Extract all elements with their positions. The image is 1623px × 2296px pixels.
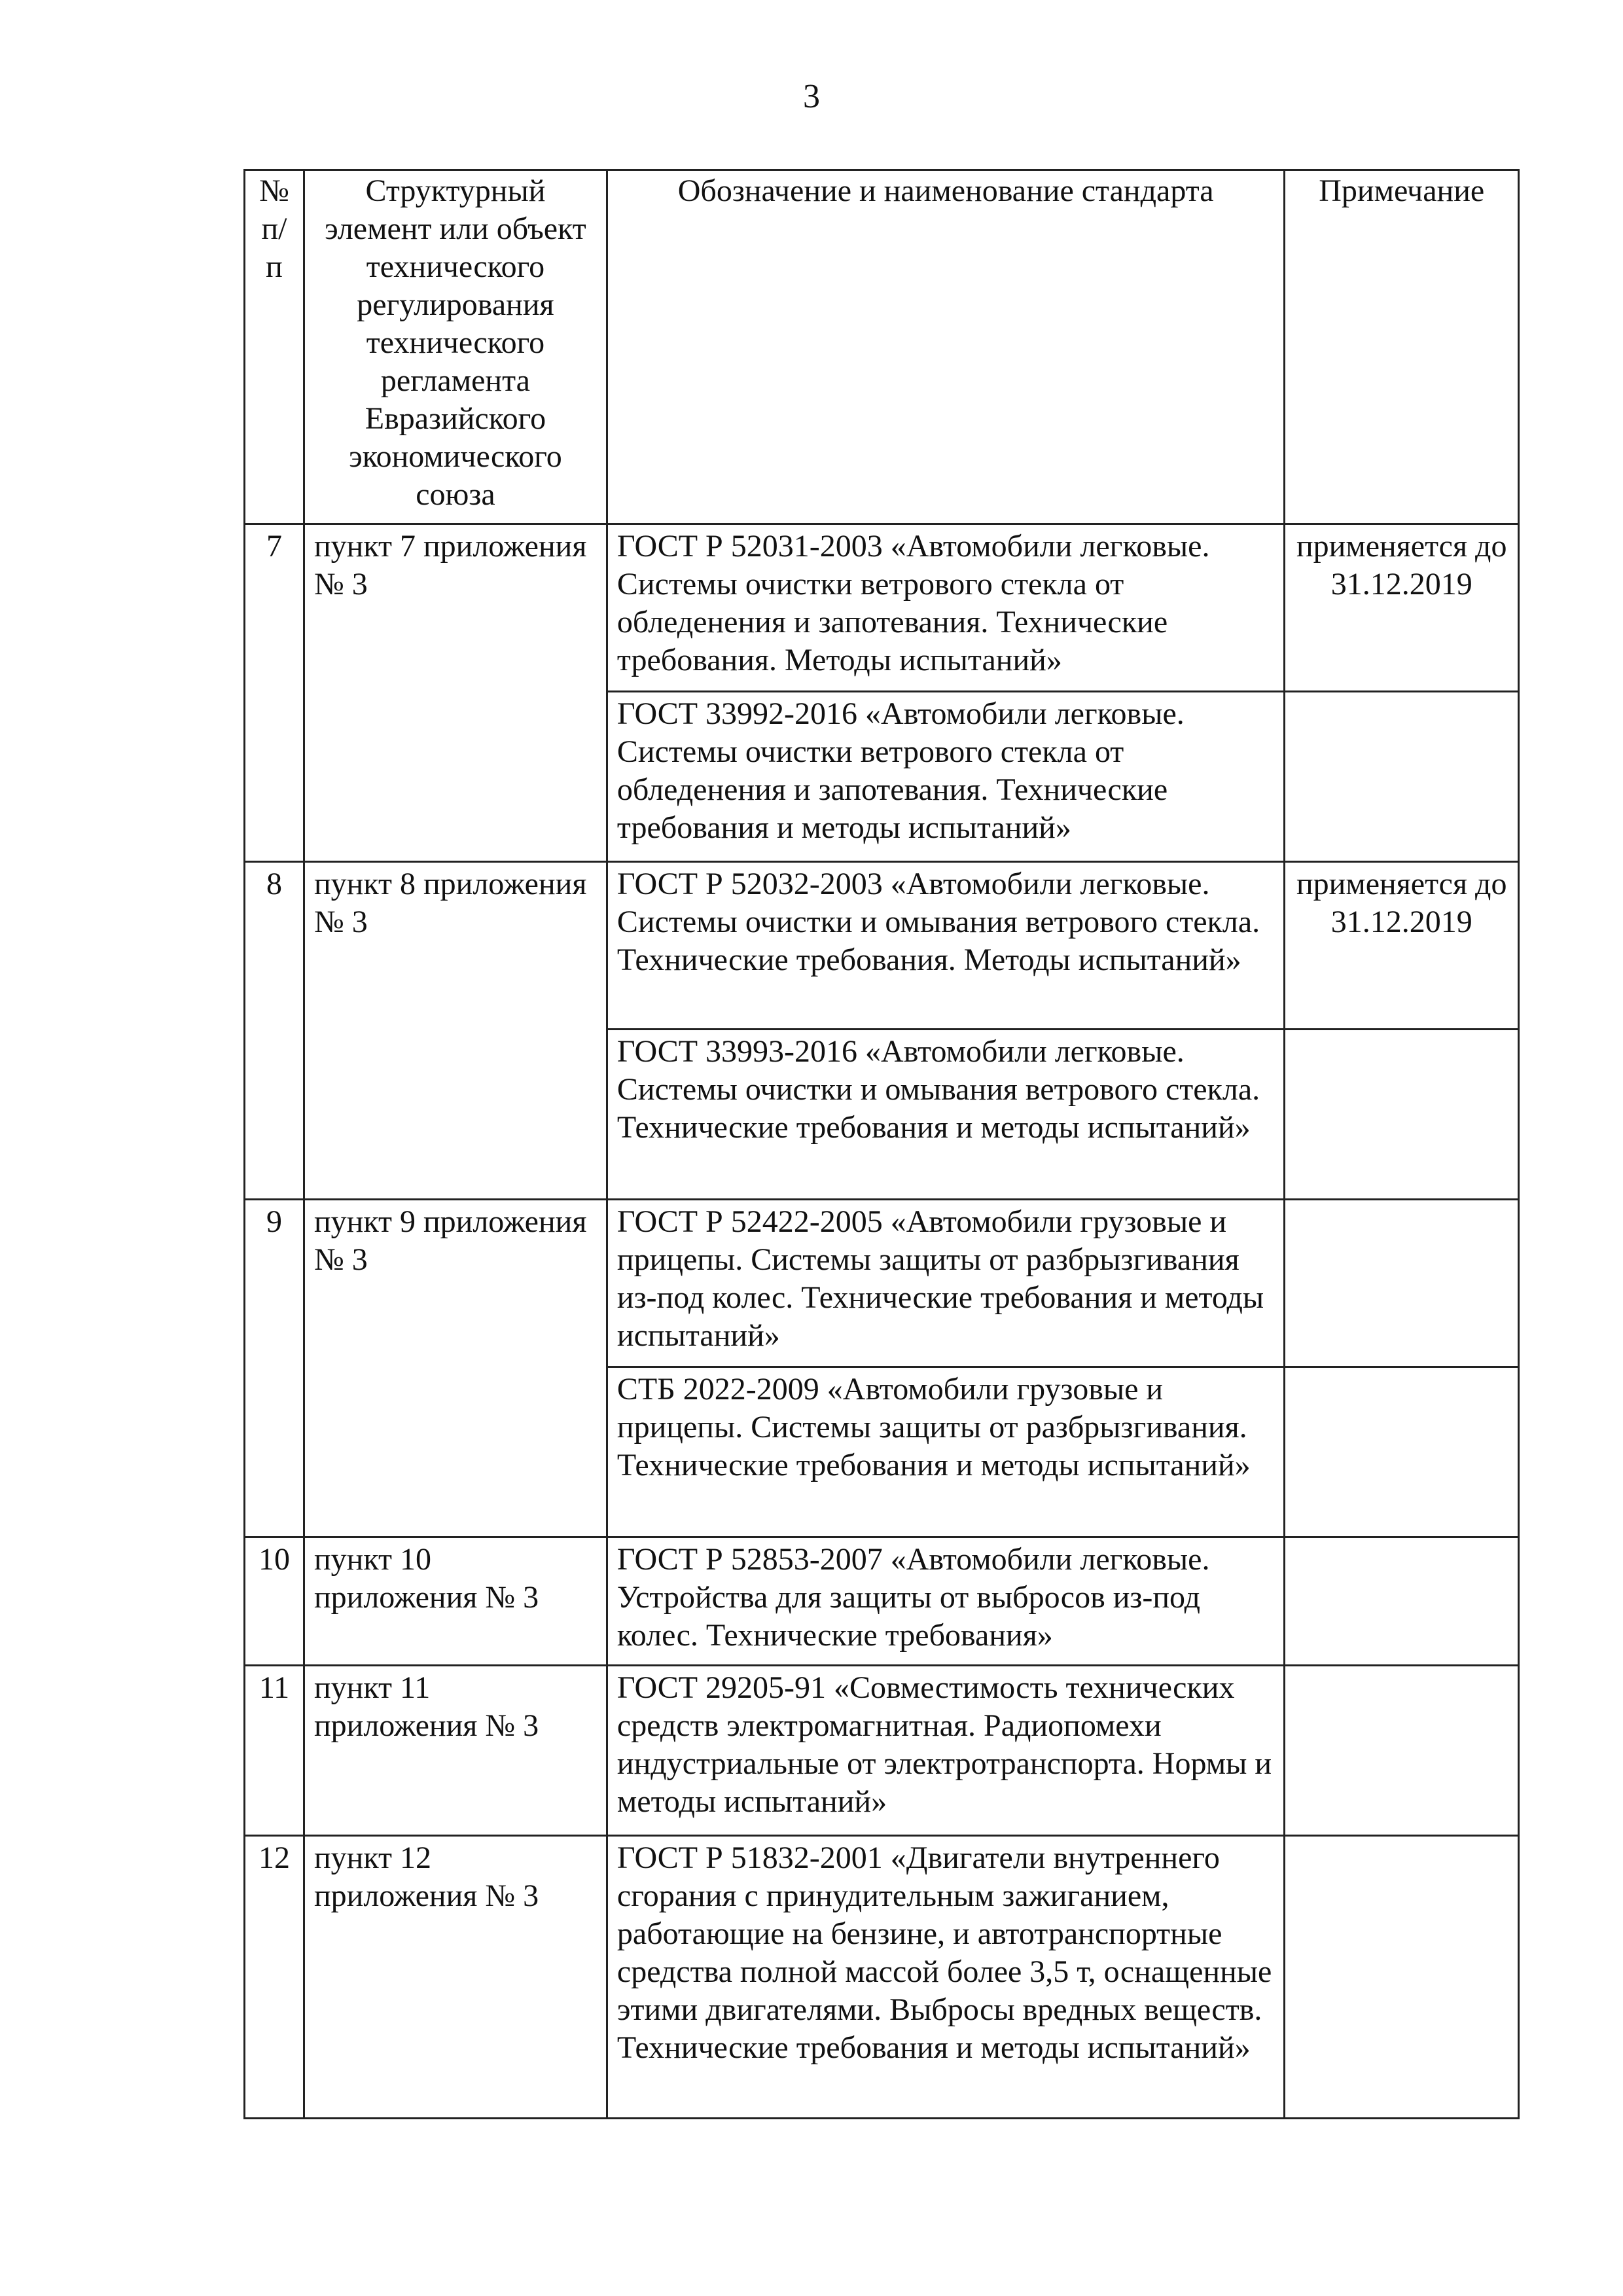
standard-cell: ГОСТ 33992-2016 «Автомобили легковые. Системы очистки ветрового стекла от обледенения и запотевания. Технические требования и методы испытаний» bbox=[607, 692, 1285, 862]
standard-cell: ГОСТ Р 52031-2003 «Автомобили легковые. Системы очистки ветрового стекла от обледенения и запотевания. Технические требования. Методы испытаний» bbox=[607, 524, 1285, 692]
standard-cell: СТБ 2022-2009 «Автомобили грузовые и прицепы. Системы защиты от разбрызгивания. Технические требования и методы испытаний» bbox=[607, 1367, 1285, 1537]
standards-table bbox=[243, 169, 1520, 2119]
table-row bbox=[245, 1537, 1519, 1666]
row-number: 9 bbox=[245, 1200, 304, 1537]
note-cell bbox=[1285, 1836, 1519, 2119]
row-number: 7 bbox=[245, 524, 304, 862]
table-row bbox=[245, 1666, 1519, 1836]
row-number: 10 bbox=[245, 1537, 304, 1666]
structural-element: пункт 11 приложения № 3 bbox=[304, 1666, 607, 1836]
note-cell bbox=[1285, 1537, 1519, 1666]
row-number: 12 bbox=[245, 1836, 304, 2119]
standard-cell: ГОСТ 33993-2016 «Автомобили легковые. Системы очистки и омывания ветрового стекла. Технические требования и методы испытаний» bbox=[607, 1030, 1285, 1200]
standard-cell: ГОСТ Р 52853-2007 «Автомобили легковые. Устройства для защиты от выбросов из-под колес. Технические требования» bbox=[607, 1537, 1285, 1666]
standard-cell: ГОСТ Р 52032-2003 «Автомобили легковые. Системы очистки и омывания ветрового стекла. Технические требования. Методы испытаний» bbox=[607, 862, 1285, 1030]
note-cell bbox=[1285, 692, 1519, 862]
table-row bbox=[245, 1836, 1519, 2119]
structural-element: пункт 12 приложения № 3 bbox=[304, 1836, 607, 2119]
header-standard: Обозначение и наименование стандарта bbox=[607, 170, 1285, 524]
table-row bbox=[245, 1200, 1519, 1367]
note-cell: применяется до 31.12.2019 bbox=[1285, 524, 1519, 692]
standard-cell: ГОСТ 29205-91 «Совместимость технических средств электромагнитная. Радиопомехи индустриальные от электротранспорта. Нормы и методы испытаний» bbox=[607, 1666, 1285, 1836]
note-cell bbox=[1285, 1030, 1519, 1200]
note-cell bbox=[1285, 1200, 1519, 1367]
table-row bbox=[245, 862, 1519, 1030]
header-structural-element: Структурный элемент или объект технического регулирования технического регламента Евразийского экономического союза bbox=[304, 170, 607, 524]
table-row bbox=[245, 524, 1519, 692]
structural-element: пункт 7 приложения № 3 bbox=[304, 524, 607, 862]
note-cell bbox=[1285, 1666, 1519, 1836]
page-number: 3 bbox=[803, 78, 820, 115]
note-cell bbox=[1285, 1367, 1519, 1537]
structural-element: пункт 9 приложения № 3 bbox=[304, 1200, 607, 1537]
header-num: № п/п bbox=[245, 170, 304, 524]
standard-cell: ГОСТ Р 52422-2005 «Автомобили грузовые и прицепы. Системы защиты от разбрызгивания из-под колес. Технические требования и методы испытаний» bbox=[607, 1200, 1285, 1367]
row-number: 11 bbox=[245, 1666, 304, 1836]
table-header-row bbox=[245, 170, 1519, 524]
standard-cell: ГОСТ Р 51832-2001 «Двигатели внутреннего сгорания с принудительным зажиганием, работающие на бензине, и автотранспортные средства полной массой более 3,5 т, оснащенные этими двигателями. Выбросы вредных веществ. Технические требования и методы испытаний» bbox=[607, 1836, 1285, 2119]
structural-element: пункт 8 приложения № 3 bbox=[304, 862, 607, 1200]
row-number: 8 bbox=[245, 862, 304, 1200]
structural-element: пункт 10 приложения № 3 bbox=[304, 1537, 607, 1666]
note-cell: применяется до 31.12.2019 bbox=[1285, 862, 1519, 1030]
header-note: Примечание bbox=[1285, 170, 1519, 524]
